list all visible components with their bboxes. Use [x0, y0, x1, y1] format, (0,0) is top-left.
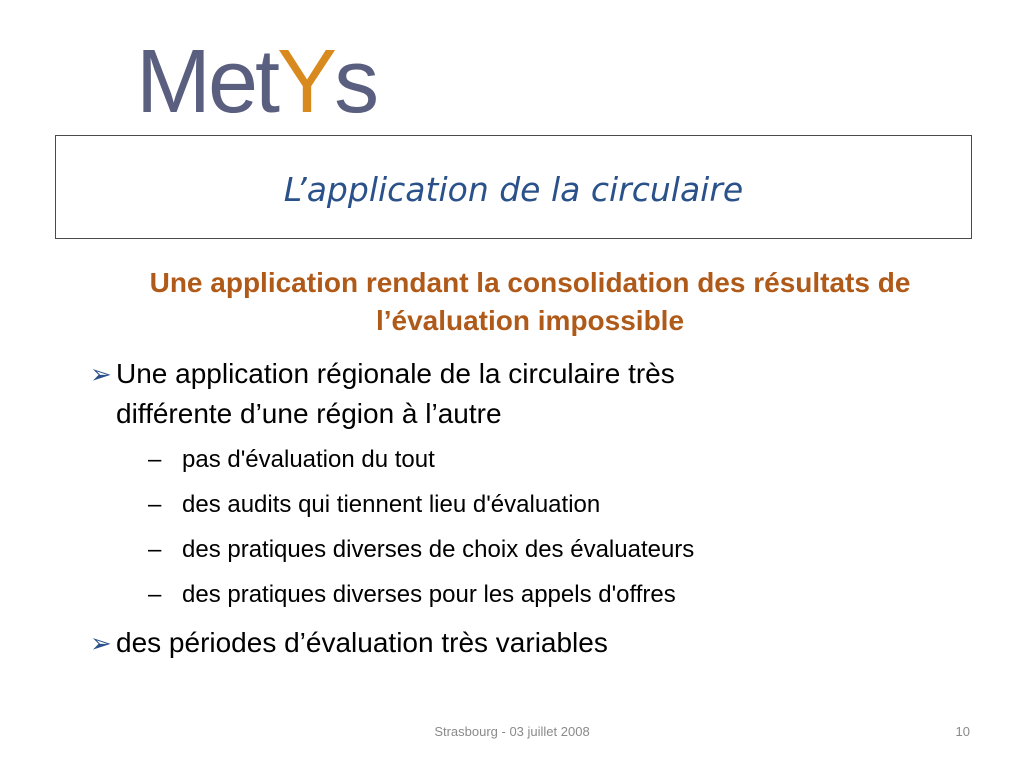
dash-bullet-icon: –: [148, 446, 162, 473]
arrow-bullet-icon: ➢: [90, 628, 112, 658]
sub-bullet-item: [148, 579, 676, 611]
title-box: [55, 135, 972, 239]
logo-text-part: Met: [136, 32, 278, 132]
bullet-text: [116, 354, 675, 434]
sub-bullet-item: [148, 444, 435, 476]
sub-bullet-text: des audits qui tiennent lieu d'évaluation: [182, 491, 601, 518]
dash-bullet-icon: –: [148, 536, 162, 563]
sub-bullet-text: des pratiques diverses pour les appels d'offres: [182, 581, 676, 608]
sub-bullet-text: pas d'évaluation du tout: [182, 446, 435, 473]
bullet-text-line: Une application régionale de la circulaire très: [116, 358, 675, 389]
footer-text: Strasbourg - 03 juillet 2008: [434, 724, 590, 739]
slide-subtitle: Une application rendant la consolidation des résultats de l’évaluation impossible: [149, 267, 911, 336]
dash-bullet-icon: –: [148, 581, 162, 608]
bullet-text: [116, 623, 608, 663]
bullet-text-line: différente d’une région à l’autre: [116, 398, 502, 429]
logo-accent-letter: Y: [277, 32, 335, 132]
arrow-bullet-icon: ➢: [90, 359, 112, 389]
bullet-item: [90, 623, 608, 663]
page-number: 10: [955, 724, 970, 739]
metys-logo: [136, 34, 376, 130]
sub-bullet-text: des pratiques diverses de choix des évaluateurs: [182, 536, 695, 563]
slide-title: L’application de la circulaire: [283, 169, 744, 209]
sub-bullet-item: [148, 489, 600, 521]
dash-bullet-icon: –: [148, 491, 162, 518]
bullet-item: [90, 354, 675, 434]
sub-bullet-item: [148, 534, 694, 566]
logo-text-part: s: [334, 32, 377, 132]
bullet-text-line: des périodes d’évaluation très variables: [116, 627, 608, 658]
